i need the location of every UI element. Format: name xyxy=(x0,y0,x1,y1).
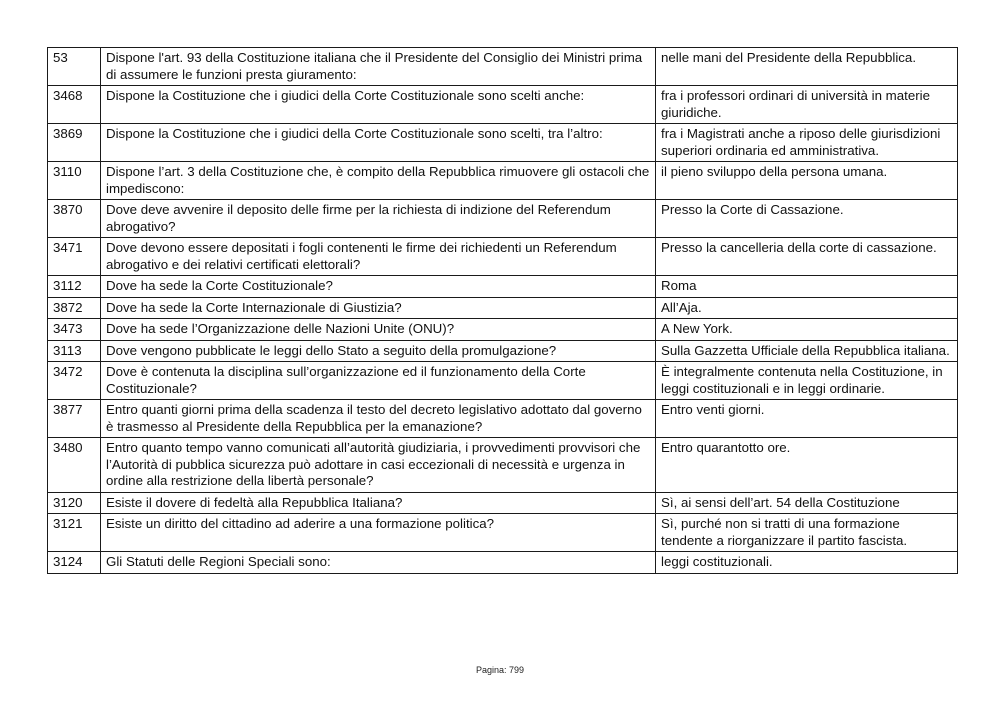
question-text: Dispone la Costituzione che i giudici della Corte Costituzionale sono scelti, tra l’altro: xyxy=(101,124,656,162)
answer-text: All’Aja. xyxy=(656,297,958,319)
table-row xyxy=(48,362,958,400)
question-text: Gli Statuti delle Regioni Speciali sono: xyxy=(101,552,656,574)
table-row xyxy=(48,297,958,319)
answer-text: Sulla Gazzetta Ufficiale della Repubblica italiana. xyxy=(656,340,958,362)
table-row xyxy=(48,319,958,341)
question-id: 3473 xyxy=(48,319,101,341)
question-text: Esiste un diritto del cittadino ad aderire a una formazione politica? xyxy=(101,514,656,552)
table-row xyxy=(48,48,958,86)
answer-text: leggi costituzionali. xyxy=(656,552,958,574)
question-text: Dove ha sede la Corte Internazionale di Giustizia? xyxy=(101,297,656,319)
question-id: 3121 xyxy=(48,514,101,552)
question-id: 3869 xyxy=(48,124,101,162)
question-id: 3872 xyxy=(48,297,101,319)
answer-text: Entro venti giorni. xyxy=(656,400,958,438)
question-id: 3870 xyxy=(48,200,101,238)
table-row xyxy=(48,552,958,574)
table-row xyxy=(48,238,958,276)
answer-text: fra i professori ordinari di università in materie giuridiche. xyxy=(656,86,958,124)
answer-text: nelle mani del Presidente della Repubblica. xyxy=(656,48,958,86)
question-text: Dispone l'art. 93 della Costituzione italiana che il Presidente del Consiglio dei Ministri prima di assumere le funzioni presta giuramento: xyxy=(101,48,656,86)
answer-text: fra i Magistrati anche a riposo delle giurisdizioni superiori ordinaria ed amministrativa. xyxy=(656,124,958,162)
question-id: 3877 xyxy=(48,400,101,438)
table-row xyxy=(48,514,958,552)
question-id: 3113 xyxy=(48,340,101,362)
table-row xyxy=(48,340,958,362)
answer-text: Entro quarantotto ore. xyxy=(656,438,958,493)
answer-text: Sì, ai sensi dell’art. 54 della Costituzione xyxy=(656,492,958,514)
table-row xyxy=(48,438,958,493)
answer-text: il pieno sviluppo della persona umana. xyxy=(656,162,958,200)
question-text: Dispone la Costituzione che i giudici della Corte Costituzionale sono scelti anche: xyxy=(101,86,656,124)
table-row xyxy=(48,86,958,124)
question-id: 3110 xyxy=(48,162,101,200)
question-text: Dove devono essere depositati i fogli contenenti le firme dei richiedenti un Referendum abrogativo e dei relativi certificati elettorali? xyxy=(101,238,656,276)
question-id: 53 xyxy=(48,48,101,86)
question-text: Entro quanti giorni prima della scadenza il testo del decreto legislativo adottato dal governo è trasmesso al Presidente della Repubblica per la emanazione? xyxy=(101,400,656,438)
answer-text: Sì, purché non si tratti di una formazione tendente a riorganizzare il partito fascista. xyxy=(656,514,958,552)
question-id: 3472 xyxy=(48,362,101,400)
answer-text: È integralmente contenuta nella Costituzione, in leggi costituzionali e in leggi ordinarie. xyxy=(656,362,958,400)
question-text: Entro quanto tempo vanno comunicati all’autorità giudiziaria, i provvedimenti provvisori che l’Autorità di pubblica sicurezza può adottare in casi eccezionali di necessità e urgenza in ordine alla restrizione della libertà personale? xyxy=(101,438,656,493)
question-text: Dove è contenuta la disciplina sull’organizzazione ed il funzionamento della Corte Costituzionale? xyxy=(101,362,656,400)
page-number: Pagina: 799 xyxy=(475,665,525,675)
answer-text: Presso la cancelleria della corte di cassazione. xyxy=(656,238,958,276)
table-row xyxy=(48,400,958,438)
question-id: 3468 xyxy=(48,86,101,124)
answer-text: A New York. xyxy=(656,319,958,341)
question-text: Dove ha sede la Corte Costituzionale? xyxy=(101,276,656,298)
question-id: 3120 xyxy=(48,492,101,514)
question-text: Dove deve avvenire il deposito delle firme per la richiesta di indizione del Referendum abrogativo? xyxy=(101,200,656,238)
question-id: 3480 xyxy=(48,438,101,493)
table-row xyxy=(48,492,958,514)
table-row xyxy=(48,200,958,238)
answer-text: Roma xyxy=(656,276,958,298)
question-id: 3112 xyxy=(48,276,101,298)
table-row xyxy=(48,124,958,162)
question-text: Dispone l’art. 3 della Costituzione che, è compito della Repubblica rimuovere gli ostacoli che impediscono: xyxy=(101,162,656,200)
table-row xyxy=(48,162,958,200)
question-text: Dove ha sede l’Organizzazione delle Nazioni Unite (ONU)? xyxy=(101,319,656,341)
questions-table xyxy=(47,47,958,574)
question-id: 3124 xyxy=(48,552,101,574)
question-text: Esiste il dovere di fedeltà alla Repubblica Italiana? xyxy=(101,492,656,514)
answer-text: Presso la Corte di Cassazione. xyxy=(656,200,958,238)
table-row xyxy=(48,276,958,298)
question-text: Dove vengono pubblicate le leggi dello Stato a seguito della promulgazione? xyxy=(101,340,656,362)
question-id: 3471 xyxy=(48,238,101,276)
